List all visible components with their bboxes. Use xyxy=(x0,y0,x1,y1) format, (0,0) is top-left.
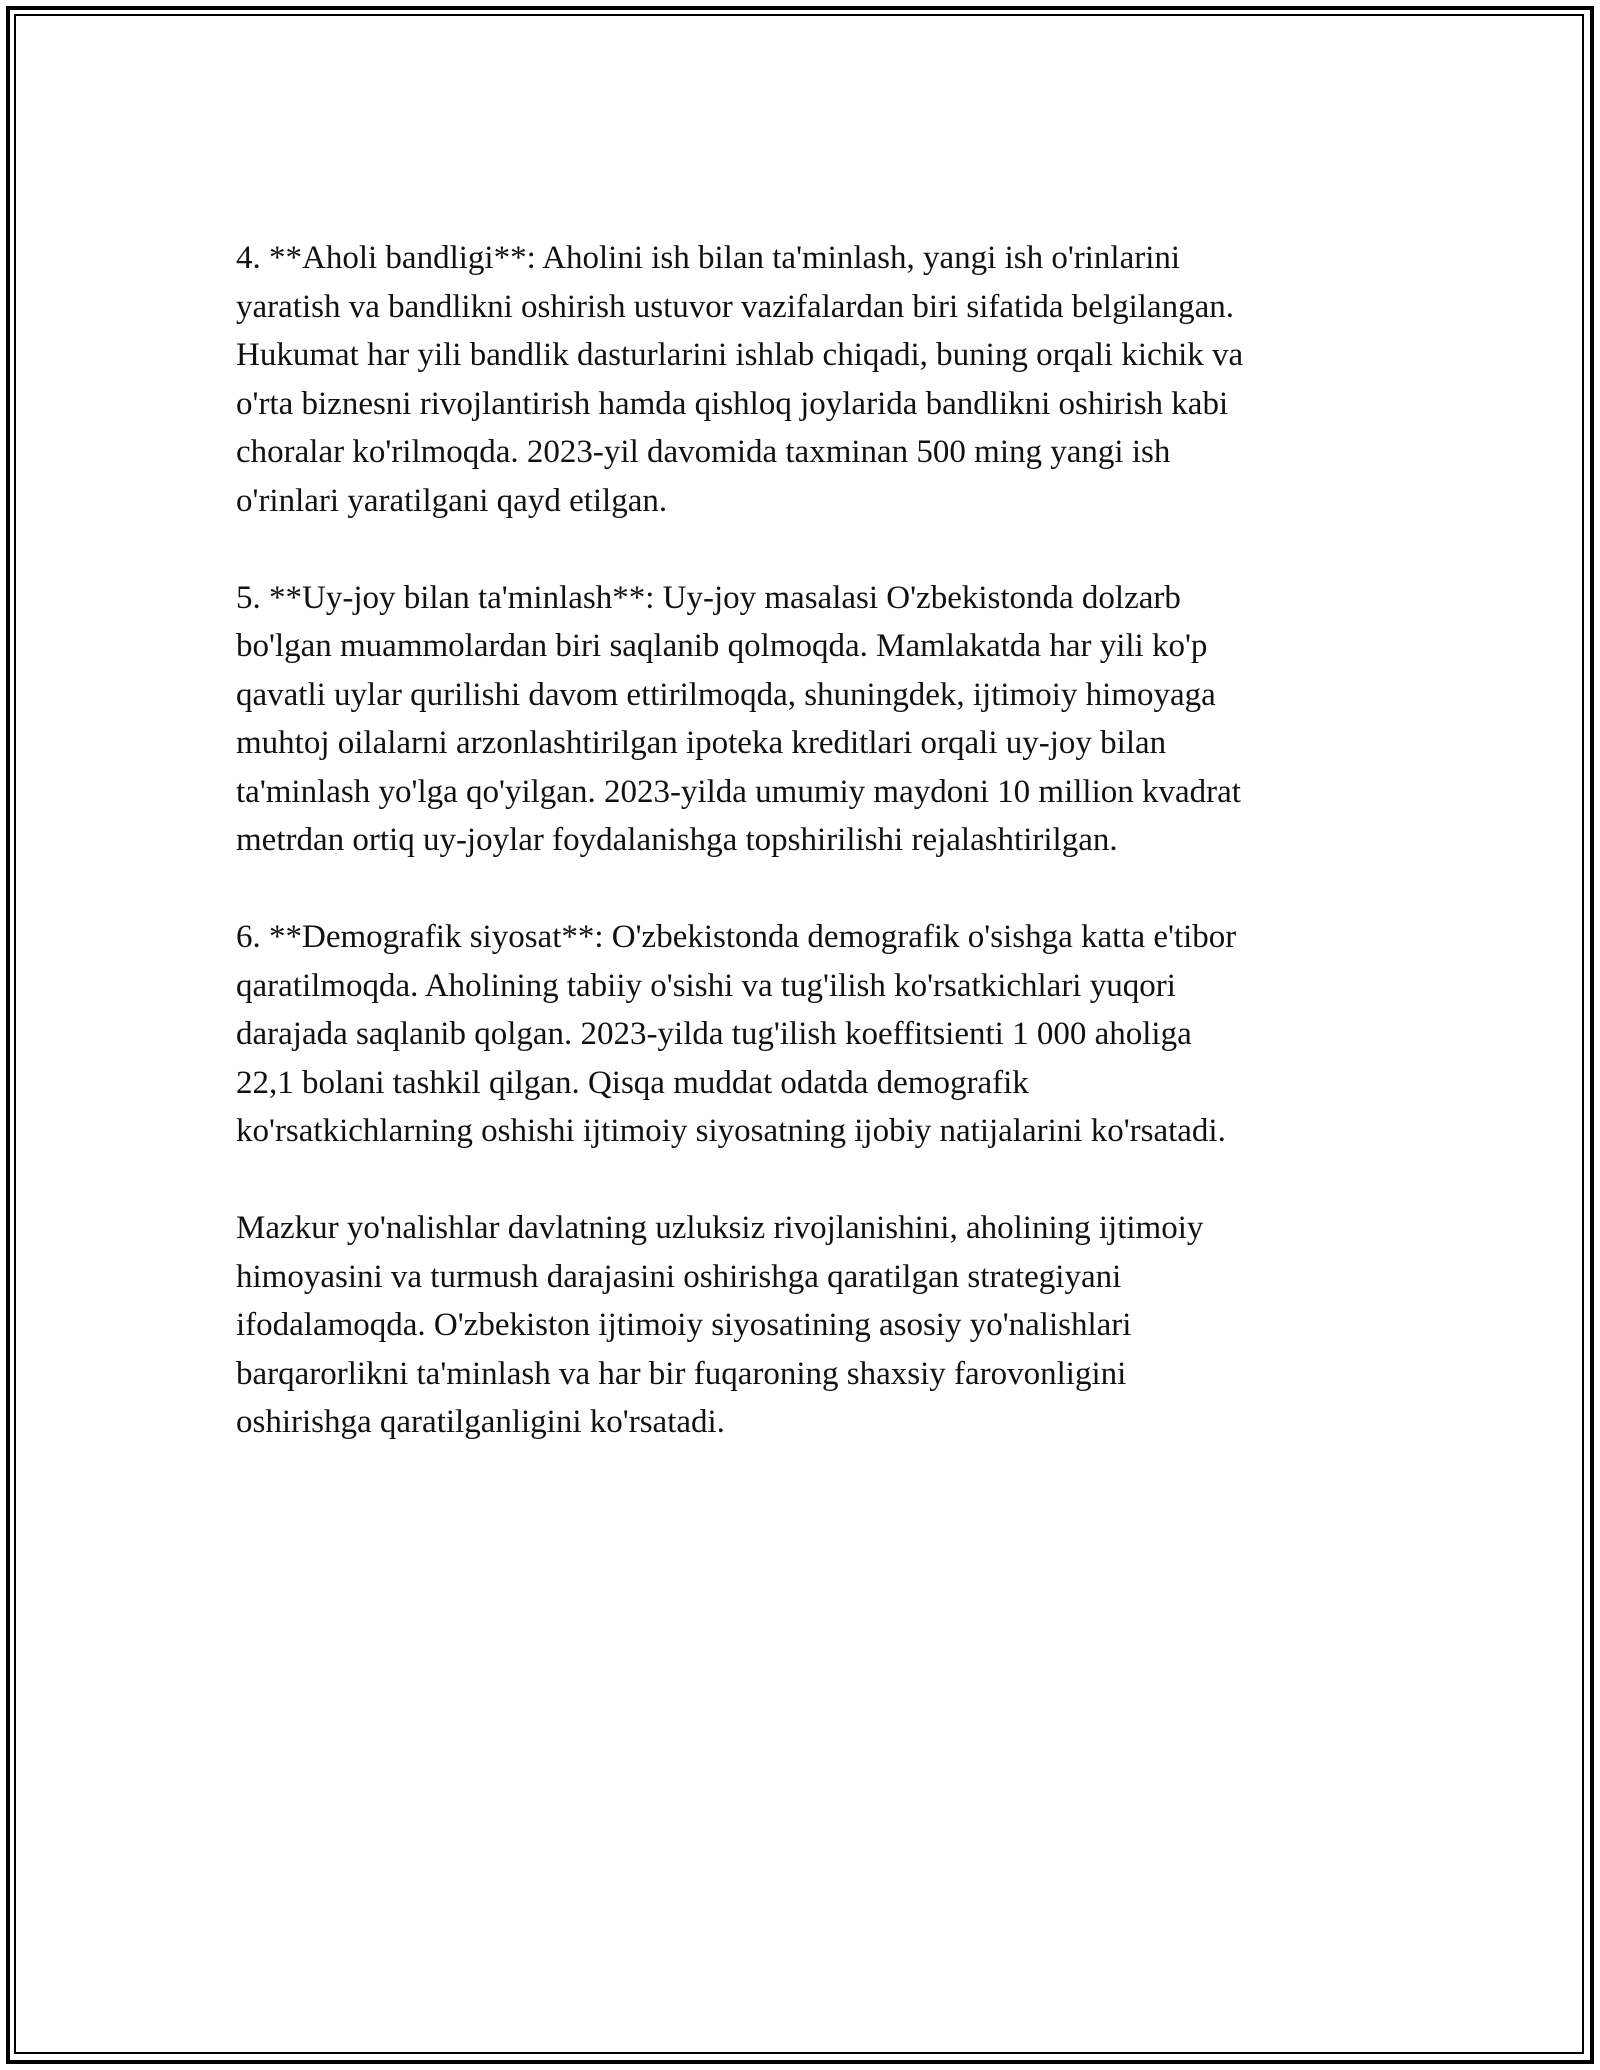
document-body xyxy=(236,234,1376,1447)
paragraph-uy-joy: 5. **Uy-joy bilan ta'minlash**: Uy-joy masalasi O'zbekistonda dolzarb bo'lgan muammolardan biri saqlanib qolmoqda. Mamlakatda har yili ko'p qavatli uylar qurilishi davom ettirilmoqda, shuningdek, ijtimoiy himoyaga muhtoj oilalarni arzonlashtirilgan ipoteka kreditlari orqali uy-joy bilan ta'minlash yo'lga qo'yilgan. 2023-yilda umumiy maydoni 10 million kvadrat metrdan ortiq uy-joylar foydalanishga topshirilishi rejalashtirilgan. xyxy=(236,579,1241,858)
paragraph-aholi-bandligi: 4. **Aholi bandligi**: Aholini ish bilan ta'minlash, yangi ish o'rinlarini yaratish va bandlikni oshirish ustuvor vazifalardan biri sifatida belgilangan. Hukumat har yili bandlik dasturlarini ishlab chiqadi, buning orqali kichik va o'rta biznesni rivojlantirish hamda qishloq joylarida bandlikni oshirish kabi choralar ko'rilmoqda. 2023-yil davomida taxminan 500 ming yangi ish o'rinlari yaratilgani qayd etilgan. xyxy=(236,240,1244,519)
paragraph-demografik-siyosat: 6. **Demografik siyosat**: O'zbekistonda demografik o'sishga katta e'tibor qaratilmoqda. Aholining tabiiy o'sishi va tug'ilish ko'rsatkichlari yuqori darajada saqlanib qolgan. 2023-yilda tug'ilish koeffitsienti 1 000 aholiga 22,1 bolani tashkil qilgan. Qisqa muddat odatda demografik ko'rsatkichlarning oshishi ijtimoiy siyosatning ijobiy natijalarini ko'rsatadi. xyxy=(236,919,1237,1149)
paragraph-conclusion: Mazkur yo'nalishlar davlatning uzluksiz rivojlanishini, aholining ijtimoiy himoyasini va turmush darajasini oshirishga qaratilgan strategiyani ifodalamoqda. O'zbekiston ijtimoiy siyosatining asosiy yo'nalishlari barqarorlikni ta'minlash va har bir fuqaroning shaxsiy farovonligini oshirishga qaratilganligini ko'rsatadi. xyxy=(236,1210,1204,1440)
